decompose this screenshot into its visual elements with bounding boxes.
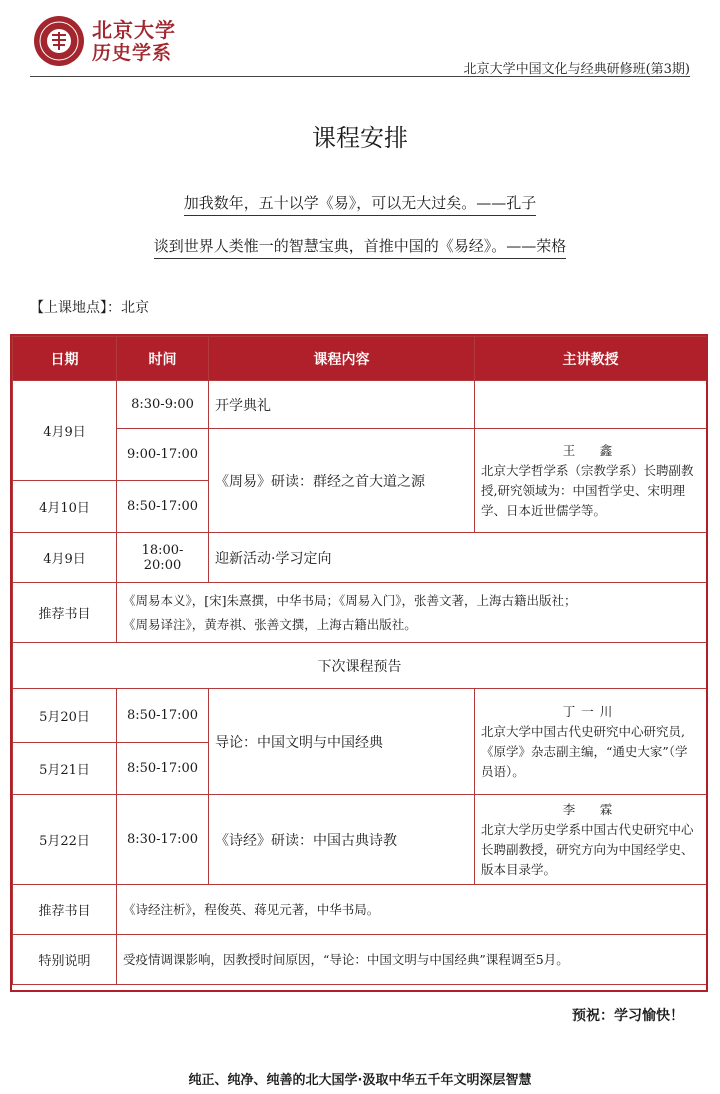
next-course-preview: 下次课程预告	[13, 643, 707, 689]
table-row	[13, 689, 707, 743]
table-row	[13, 885, 707, 935]
course-cell: 导论：中国文明与中国经典	[209, 689, 475, 795]
table-row	[13, 935, 707, 985]
class-location	[30, 297, 149, 317]
special-note-label: 特别说明	[13, 935, 117, 985]
logo-text	[92, 18, 176, 64]
professor-cell	[475, 689, 707, 795]
table-row	[13, 583, 707, 643]
time-cell: 8:30-9:00	[117, 381, 209, 429]
professor-name: 丁一川	[562, 703, 619, 719]
professor-description: 北京大学历史学系中国古代史研究中心长聘副教授，研究方向为中国经学史、版本目录学。	[481, 821, 694, 877]
table-row	[13, 795, 707, 885]
time-cell: 8:50-17:00	[117, 689, 209, 743]
professor-name: 李 霖	[562, 801, 619, 817]
books-label: 推荐书目	[13, 885, 117, 935]
header-date: 日期	[13, 337, 117, 381]
location-value: 北京	[121, 300, 149, 316]
logo-department-name: 历史学系	[92, 42, 173, 64]
logo-university-name: 北京大学	[92, 18, 176, 42]
department-seal-logo	[34, 16, 84, 66]
date-cell: 5月21日	[13, 743, 117, 795]
page-title: 课程安排	[312, 124, 408, 152]
quote-text: 加我数年，五十以学《易》，可以无大过矣。——孔子	[184, 194, 537, 216]
program-title: 北京大学中国文化与经典研修班(第3期)	[463, 62, 690, 77]
quote-jung	[0, 235, 720, 256]
special-note-cell: 受疫情调课影响，因教授时间原因，“导论：中国文明与中国经典”课程调至5月。	[117, 935, 707, 985]
location-label: 【上课地点】：	[30, 300, 121, 316]
course-cell: 《诗经》研读：中国古典诗教	[209, 795, 475, 885]
quote-confucius	[0, 192, 720, 213]
course-cell: 《周易》研读：群经之首大道之源	[209, 429, 475, 533]
page-header	[0, 0, 720, 80]
table-row	[13, 429, 707, 481]
time-cell: 8:50-17:00	[117, 481, 209, 533]
closing-wishes: 预祝：学习愉快！	[572, 1008, 684, 1024]
books-label: 推荐书目	[13, 583, 117, 643]
professor-name: 王 鑫	[562, 442, 619, 458]
date-cell: 4月9日	[13, 381, 117, 481]
date-cell: 5月20日	[13, 689, 117, 743]
professor-cell	[475, 429, 707, 533]
professor-cell-empty	[475, 381, 707, 429]
time-cell: 8:50-17:00	[117, 743, 209, 795]
course-cell: 迎新活动·学习定向	[209, 533, 707, 583]
footer-slogan: 纯正、纯净、纯善的北大国学·汲取中华五千年文明深层智慧	[188, 1073, 532, 1088]
schedule-table	[12, 336, 707, 985]
time-cell: 9:00-17:00	[117, 429, 209, 481]
professor-cell	[475, 795, 707, 885]
table-header-row	[13, 337, 707, 381]
seal-icon	[34, 16, 84, 66]
time-cell: 8:30-17:00	[117, 795, 209, 885]
date-cell: 5月22日	[13, 795, 117, 885]
professor-description: 北京大学哲学系（宗教学系）长聘副教授,研究领域为：中国哲学史、宋明理学、日本近世儒学等。	[481, 462, 694, 518]
date-cell: 4月10日	[13, 481, 117, 533]
header-course: 课程内容	[209, 337, 475, 381]
table-row	[13, 643, 707, 689]
header-professor: 主讲教授	[475, 337, 707, 381]
quote-text: 谈到世界人类惟一的智慧宝典，首推中国的《易经》。——荣格	[154, 237, 567, 259]
books-line: 《周易译注》，黄寿祺、张善文撰，上海古籍出版社。	[123, 616, 417, 632]
professor-description: 北京大学中国古代史研究中心研究员,《原学》杂志副主编，“通史大家”（学员语）。	[481, 723, 688, 779]
table-row	[13, 381, 707, 429]
course-cell: 开学典礼	[209, 381, 475, 429]
books-cell: 《诗经注析》，程俊英、蒋见元著，中华书局。	[117, 885, 707, 935]
books-line: 《周易本义》，[宋]朱熹撰，中华书局；《周易入门》，张善文著，上海古籍出版社；	[123, 592, 577, 608]
books-cell	[117, 583, 707, 643]
header-divider	[30, 76, 690, 77]
time-cell: 18:00-20:00	[117, 533, 209, 583]
date-cell: 4月9日	[13, 533, 117, 583]
table-row	[13, 533, 707, 583]
header-time: 时间	[117, 337, 209, 381]
